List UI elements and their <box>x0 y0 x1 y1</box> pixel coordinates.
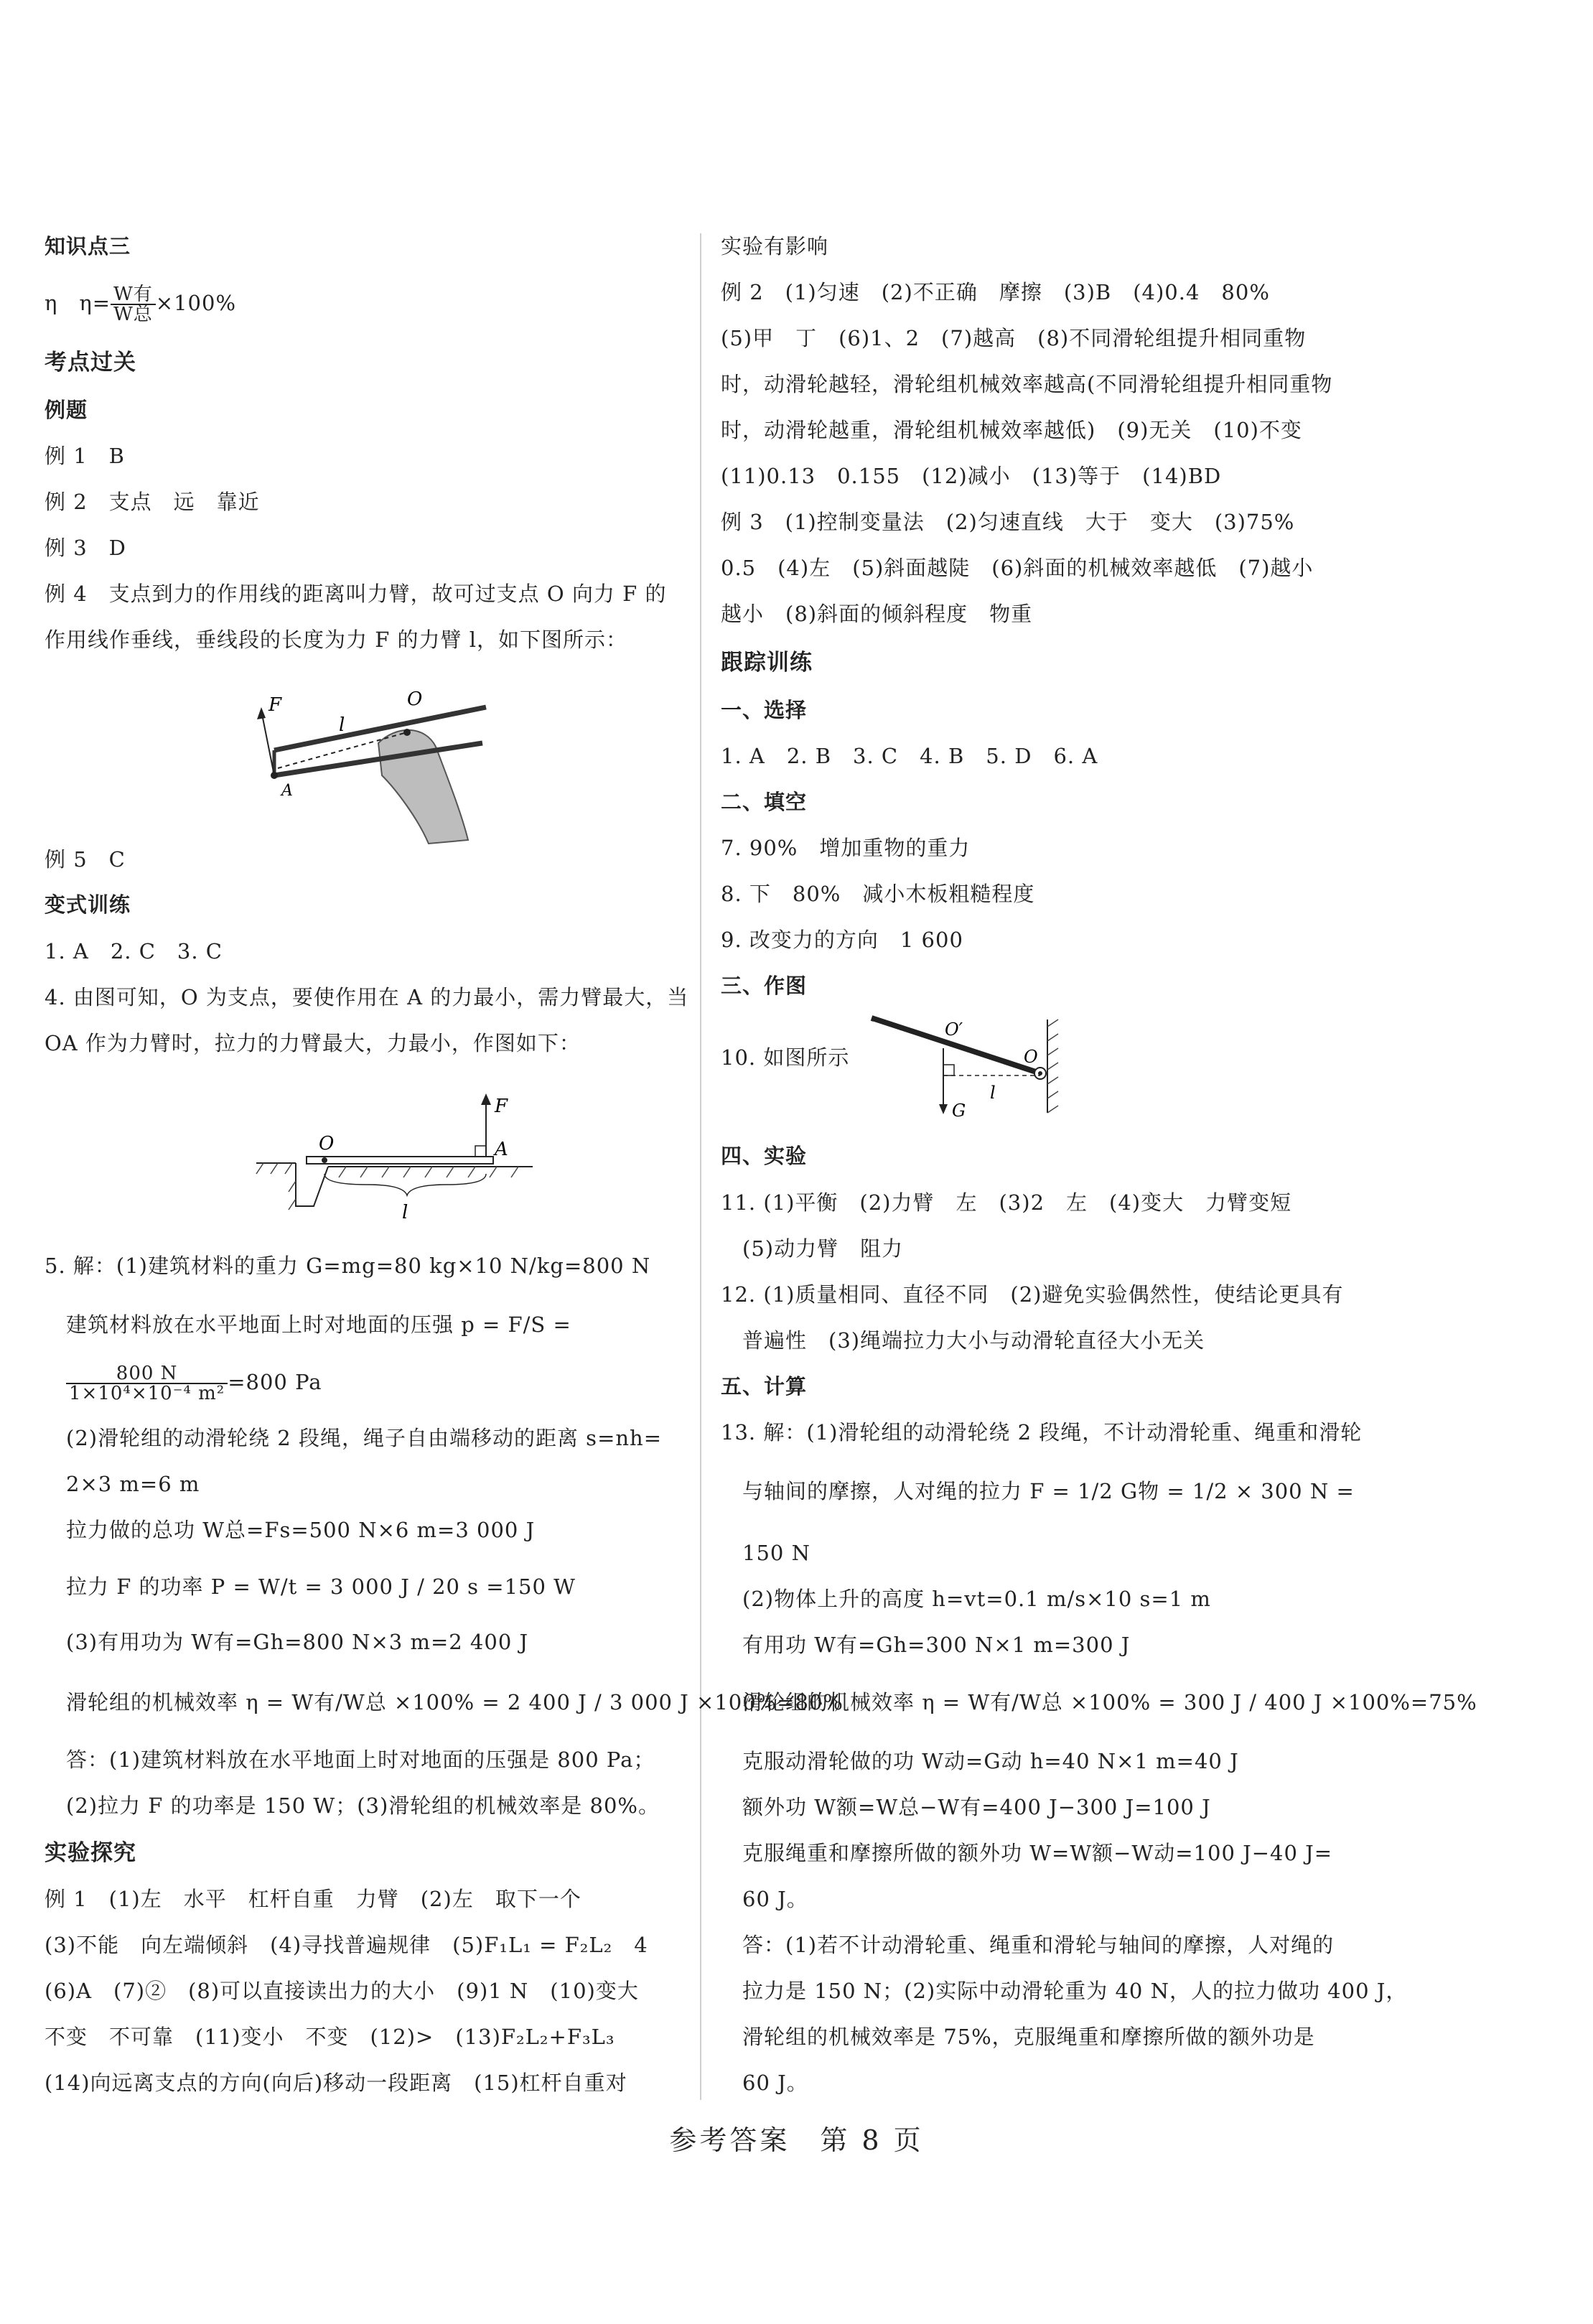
solution-5-line-7: 拉力 F 的功率 P = W/t = 3 000 J / 20 s =150 W <box>66 1574 576 1599</box>
solution-5-line-5: 2×3 m=6 m <box>66 1472 200 1496</box>
solution-5-line-3 <box>66 1364 322 1403</box>
fulcrum-point <box>403 729 411 736</box>
fill-7: 7. 90% 增加重物的重力 <box>721 836 971 860</box>
calc-13-answer-3: 滑轮组的机械效率是 75%，克服绳重和摩擦所做的额外功是 <box>742 2025 1315 2049</box>
label-l: l <box>990 1083 996 1103</box>
label-l: l <box>339 714 345 736</box>
drawing-10: 10. 如图所示 <box>721 1045 850 1070</box>
label-O: O <box>407 689 423 710</box>
eta-frac-num: W有 <box>111 285 156 305</box>
label-G: G <box>952 1101 966 1120</box>
section-title-zsd3: 知识点三 <box>45 234 131 258</box>
example-3: 例 3 D <box>45 536 126 560</box>
section-title-calc: 五、计算 <box>721 1374 808 1399</box>
calc-13-answer-4: 60 J。 <box>742 2071 808 2095</box>
experiment-11-line-1: 11. (1)平衡 (2)力臂 左 (3)2 左 (4)变大 力臂变短 <box>721 1190 1292 1215</box>
solution-5-line-8: (3)有用功为 W有=Gh=800 N×3 m=2 400 J <box>66 1630 529 1654</box>
solution-5-line-9: 滑轮组的机械效率 η = W有/W总 ×100% = 2 400 J / 3 000 J ×100%=80% <box>66 1690 844 1714</box>
solution-5-line-4: (2)滑轮组的动滑轮绕 2 段绳，绳子自由端移动的距离 s=nh= <box>66 1426 663 1450</box>
label-F: F <box>268 694 282 716</box>
eta-frac-den: W总 <box>113 304 153 325</box>
eta-formula <box>45 285 236 324</box>
variant-4-line-2: OA 作为力臂时，拉力的力臂最大，力最小，作图如下： <box>45 1031 581 1055</box>
lever-bar <box>307 1157 493 1164</box>
pressure-result: =800 Pa <box>228 1370 322 1394</box>
page-footer: 参考答案 第 8 页 <box>669 2124 924 2156</box>
example-2: 例 2 支点 远 靠近 <box>45 490 260 514</box>
calc-13-line-1: 13. 解：(1)滑轮组的动滑轮绕 2 段绳，不计动滑轮重、绳重和滑轮 <box>721 1420 1363 1445</box>
calc-13-line-6: 滑轮组的机械效率 η = W有/W总 ×100% = 300 J / 400 J ×100%=75% <box>742 1690 1477 1714</box>
label-O-prime: O′ <box>945 1019 963 1040</box>
section-title-syts: 实验探究 <box>45 1840 136 1866</box>
calc-13-line-8: 额外功 W额=W总−W有=400 J−300 J=100 J <box>742 1795 1211 1819</box>
section-title-fill: 二、填空 <box>721 790 808 814</box>
section-title-choice: 一、选择 <box>721 698 808 722</box>
solution-5-line-6: 拉力做的总功 W总=Fs=500 N×6 m=3 000 J <box>66 1518 536 1542</box>
pivot-center <box>1038 1071 1042 1075</box>
example-3-exp-line-1: 例 3 (1)控制变量法 (2)匀速直线 大于 变大 (3)75% <box>721 510 1295 534</box>
eta-formula-post: ×100% <box>155 291 237 315</box>
force-arrow-line <box>261 711 274 775</box>
experiment-11-line-2: (5)动力臂 阻力 <box>742 1236 904 1261</box>
calc-13-line-2: 与轴间的摩擦，人对绳的拉力 F = 1/2 G物 = 1/2 × 300 N = <box>742 1479 1355 1503</box>
section-title-kdgg: 考点过关 <box>45 350 136 375</box>
calc-13-answer-1: 答：(1)若不计动滑轮重、绳重和滑轮与轴间的摩擦，人对绳的 <box>742 1933 1335 1957</box>
solution-5-line-2: 建筑材料放在水平地面上时对地面的压强 p = F/S = <box>66 1312 571 1337</box>
choice-answers: 1. A 2. B 3. C 4. B 5. D 6. A <box>721 744 1098 768</box>
calc-13-answer-2: 拉力是 150 N；(2)实际中动滑轮重为 40 N，人的拉力做功 400 J， <box>742 1979 1408 2003</box>
example-4-line-1: 例 4 支点到力的作用线的距离叫力臂，故可过支点 O 向力 F 的 <box>45 582 667 606</box>
right-angle-mark <box>943 1065 954 1075</box>
pressure-frac-num: 800 N <box>66 1364 228 1384</box>
example-4-line-2: 作用线作垂线，垂线段的长度为力 F 的力臂 l，如下图所示： <box>45 627 628 652</box>
example-2-exp-line-4: 时，动滑轮越重，滑轮组机械效率越低) (9)无关 (10)不变 <box>721 418 1302 442</box>
lever-arm-brace <box>324 1174 486 1195</box>
calc-13-line-5: 有用功 W有=Gh=300 N×1 m=300 J <box>742 1633 1131 1657</box>
ground-pit <box>296 1163 328 1206</box>
variant-1-3: 1. A 2. C 3. C <box>45 939 223 963</box>
experiment-1-line-5: (14)向远离支点的方向(向后)移动一段距离 (15)杠杆自重对 <box>45 2071 627 2095</box>
right-angle-mark <box>475 1146 486 1157</box>
section-title-gzxl: 跟踪训练 <box>721 650 813 676</box>
force-arrow-head <box>257 707 266 719</box>
section-title-drawing: 三、作图 <box>721 974 808 998</box>
solution-5-answer-2: (2)拉力 F 的功率是 150 W；(3)滑轮组的机械效率是 80%。 <box>66 1793 660 1818</box>
label-O: O <box>319 1133 335 1154</box>
calc-13-line-4: (2)物体上升的高度 h=vt=0.1 m/s×10 s=1 m <box>742 1587 1211 1611</box>
eta-fraction <box>111 285 156 324</box>
section-title-experiment: 四、实验 <box>721 1144 808 1168</box>
calc-13-line-10: 60 J。 <box>742 1887 808 1911</box>
force-F-arrowhead <box>481 1093 491 1105</box>
example-2-exp-line-3: 时，动滑轮越轻，滑轮组机械效率越高(不同滑轮组提升相同重物 <box>721 372 1333 396</box>
label-F: F <box>495 1096 508 1117</box>
label-O: O <box>1024 1047 1038 1067</box>
calc-13-line-9: 克服绳重和摩擦所做的额外功 W=W额−W动=100 J−40 J= <box>742 1841 1333 1865</box>
section-title-bsxl: 变式训练 <box>45 892 131 917</box>
example-5: 例 5 C <box>45 847 126 872</box>
experiment-1-line-3: (6)A (7)② (8)可以直接读出力的大小 (9)1 N (10)变大 <box>45 1979 639 2003</box>
fill-8: 8. 下 80% 减小木板粗糙程度 <box>721 882 1035 906</box>
calc-13-line-3: 150 N <box>742 1541 810 1565</box>
example-3-exp-line-2: 0.5 (4)左 (5)斜面越陡 (6)斜面的机械效率越低 (7)越小 <box>721 556 1314 580</box>
example-1: 例 1 B <box>45 444 125 468</box>
label-A: A <box>495 1139 508 1160</box>
solution-5-line-1: 5. 解：(1)建筑材料的重力 G=mg=80 kg×10 N/kg=800 N <box>45 1254 651 1278</box>
point-a <box>271 772 278 779</box>
calc-13-line-7: 克服动滑轮做的功 W动=G动 h=40 N×1 m=40 J <box>742 1749 1239 1773</box>
experiment-12-line-1: 12. (1)质量相同、直径不同 (2)避免实验偶然性，使结论更具有 <box>721 1282 1344 1307</box>
section-title-examples: 例题 <box>45 398 88 422</box>
variant-4-line-1: 4. 由图可知，O 为支点，要使作用在 A 的力最小，需力臂最大，当 <box>45 985 689 1009</box>
eta-formula-pre: η η= <box>45 291 111 315</box>
right-line-1: 实验有影响 <box>721 234 829 258</box>
figure-wall-lever <box>864 1005 1073 1120</box>
fulcrum-O <box>322 1157 327 1163</box>
experiment-12-line-2: 普遍性 (3)绳端拉力大小与动滑轮直径大小无关 <box>742 1328 1205 1353</box>
pressure-frac-den: 1×10⁴×10⁻⁴ m² <box>69 1383 225 1404</box>
label-A: A <box>281 782 293 800</box>
gravity-arrowhead <box>939 1104 948 1114</box>
solution-5-answer-1: 答：(1)建筑材料放在水平地面上时对地面的压强是 800 Pa； <box>66 1747 655 1772</box>
column-divider <box>700 233 701 2100</box>
example-3-exp-line-3: 越小 (8)斜面的倾斜程度 物重 <box>721 602 1033 626</box>
wall-hatch <box>1047 1019 1058 1113</box>
example-2-exp-line-1: 例 2 (1)匀速 (2)不正确 摩擦 (3)B (4)0.4 80% <box>721 280 1270 304</box>
label-l: l <box>402 1202 408 1223</box>
example-2-exp-line-5: (11)0.13 0.155 (12)减小 (13)等于 (14)BD <box>721 464 1222 488</box>
example-2-exp-line-2: (5)甲 丁 (6)1、2 (7)越高 (8)不同滑轮组提升相同重物 <box>721 326 1307 350</box>
experiment-1-line-2: (3)不能 向左端倾斜 (4)寻找普遍规律 (5)F₁L₁ = F₂L₂ 4 <box>45 1933 648 1957</box>
figure-chopsticks-lever <box>253 675 511 847</box>
pressure-fraction <box>66 1364 228 1403</box>
experiment-1-line-4: 不变 不可靠 (11)变小 不变 (12)> (13)F₂L₂+F₃L₃ <box>45 2025 615 2049</box>
experiment-1-line-1: 例 1 (1)左 水平 杠杆自重 力臂 (2)左 取下一个 <box>45 1887 581 1911</box>
fill-9: 9. 改变力的方向 1 600 <box>721 928 963 952</box>
figure-lever-force <box>253 1081 540 1246</box>
